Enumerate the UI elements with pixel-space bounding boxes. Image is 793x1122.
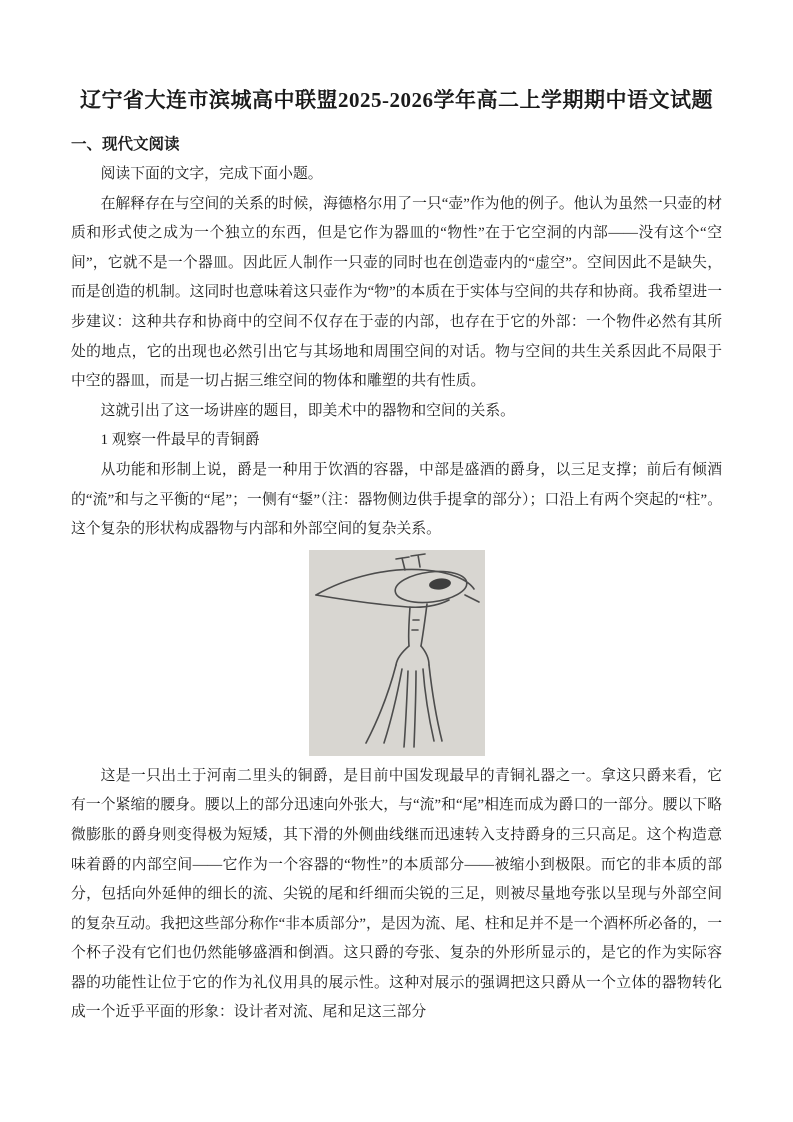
paragraph-subtitle-jue: 1 观察一件最早的青铜爵 xyxy=(100,432,260,449)
bronze-jue-illustration xyxy=(309,550,485,756)
figure-bronze-jue xyxy=(71,550,722,756)
paragraph-jue-analysis: 这是一只出土于河南二里头的铜爵，是目前中国发现最早的青铜礼器之一。拿这只爵来看，它有一个紧缩的腰身。腰以上的部分迅速向外张大，与“流”和“尾”相连而成为爵口的一部分。腰以下略微膨胀的爵身则变得极为短矮，其下滑的外侧曲线继而迅速转入支持爵身的三只高足。这个构造意味着爵的内部空间——它作为一个容器的“物性”的本质部分——被缩小到极限。而它的非本质的部分，包括向外延伸的细长的流、尖锐的尾和纤细而尖锐的三足，则被尽量地夸张以呈现与外部空间的复杂互动。我把这些部分称作“非本质部分”，是因为流、尾、柱和足并不是一个酒杯所必备的，一个杯子没有它们也仍然能够盛酒和倒酒。这只爵的夸张、复杂的外形所显示的，是它的作为实际容器的功能性让位于它的作为礼仪用具的展示性。这种对展示的强调把这只爵从一个立体的器物转化成一个近乎平面的形象：设计者对流、尾和足这三部分 xyxy=(71,767,722,1021)
paragraph-jue-function: 从功能和形制上说，爵是一种用于饮酒的容器，中部是盛酒的爵身，以三足支撑；前后有倾酒的“流”和与之平衡的“尾”；一侧有“鋬”（注：器物侧边供手提拿的部分）；口沿上有两个突起的“柱”。这个复杂的形状构成器物与内部和外部空间的复杂关系。 xyxy=(71,461,722,538)
paragraph-lecture-topic: 这就引出了这一场讲座的题目，即美术中的器物和空间的关系。 xyxy=(100,402,515,419)
section-heading: 一、现代文阅读 xyxy=(71,136,180,153)
bronze-jue-line-drawing-icon xyxy=(309,550,485,756)
paragraph-heidegger-pot: 在解释存在与空间的关系的时候，海德格尔用了一只“壶”作为他的例子。他认为虽然一只壶的材质和形式使之成为一个独立的东西，但是它作为器皿的“物性”在于它空洞的内部——没有这个“空间”，它就不是一个器皿。因此匠人制作一只壶的同时也在创造壶内的“虚空”。空间因此不是缺失，而是创造的机制。这同时也意味着这只壶作为“物”的本质在于实体与空间的共存和协商。我希望进一步建议：这种共存和协商中的空间不仅存在于壶的内部，也存在于它的外部：一个物件必然有其所处的地点，它的出现也必然引出它与其场地和周围空间的对话。物与空间的共生关系因此不局限于中空的器皿，而是一切占据三维空间的物体和雕塑的共有性质。 xyxy=(71,195,722,390)
document-title: 辽宁省大连市滨城高中联盟2025-2026学年高二上学期期中语文试题 xyxy=(80,88,713,112)
paragraph-instruction: 阅读下面的文字，完成下面小题。 xyxy=(100,166,323,182)
